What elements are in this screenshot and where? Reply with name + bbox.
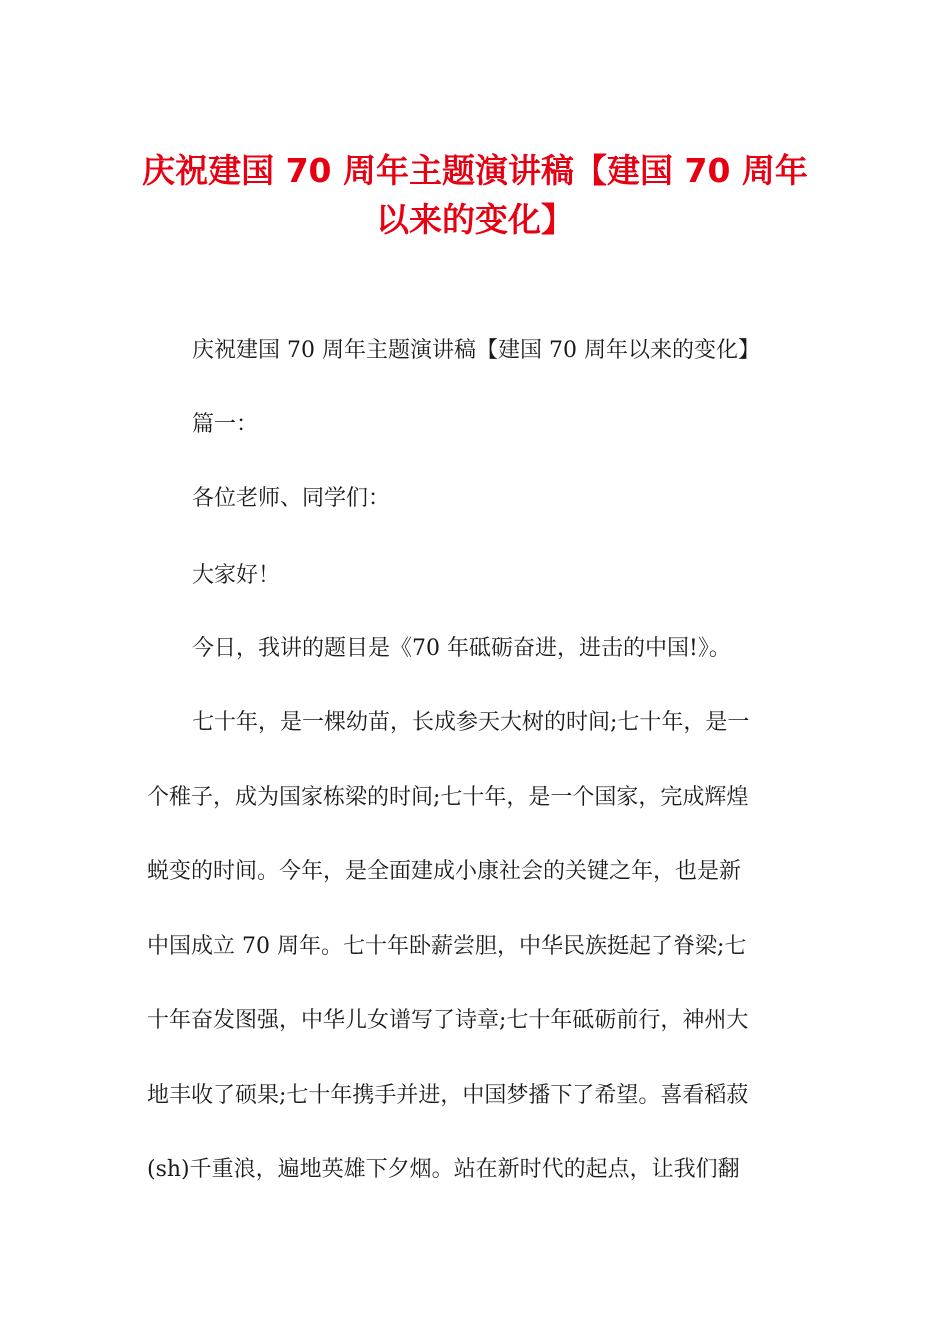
body-line-salutation: 各位老师、同学们： bbox=[192, 486, 391, 511]
body-line-section-heading: 篇一： bbox=[192, 412, 259, 437]
body-line-topic: 今日，我讲的题目是《70 年砥砺奋进，进击的中国!》。 bbox=[192, 636, 731, 661]
body-line-paragraph: 地丰收了硕果;七十年携手并进，中国梦播下了希望。喜看稻菽 bbox=[147, 1083, 749, 1108]
body-line-paragraph: 蜕变的时间。今年，是全面建成小康社会的关键之年，也是新 bbox=[147, 859, 742, 884]
body-line-paragraph: (sh)千重浪，遍地英雄下夕烟。站在新时代的起点，让我们翻 bbox=[147, 1157, 740, 1182]
document-title-line-1: 庆祝建国 70 周年主题演讲稿【建国 70 周年 bbox=[142, 151, 808, 190]
body-line-greeting: 大家好！ bbox=[192, 563, 281, 588]
body-line-paragraph: 七十年，是一棵幼苗，长成参天大树的时间;七十年，是一 bbox=[192, 710, 750, 735]
body-line-subtitle: 庆祝建国 70 周年主题演讲稿【建国 70 周年以来的变化】 bbox=[192, 338, 760, 363]
body-line-paragraph: 十年奋发图强，中华儿女谱写了诗章;七十年砥砺前行，神州大 bbox=[147, 1008, 749, 1033]
document-title-line-2: 以来的变化】 bbox=[376, 200, 574, 239]
body-line-paragraph: 中国成立 70 周年。七十年卧薪尝胆，中华民族挺起了脊梁;七 bbox=[147, 934, 747, 959]
body-line-paragraph: 个稚子，成为国家栋梁的时间;七十年，是一个国家，完成辉煌 bbox=[147, 785, 749, 810]
